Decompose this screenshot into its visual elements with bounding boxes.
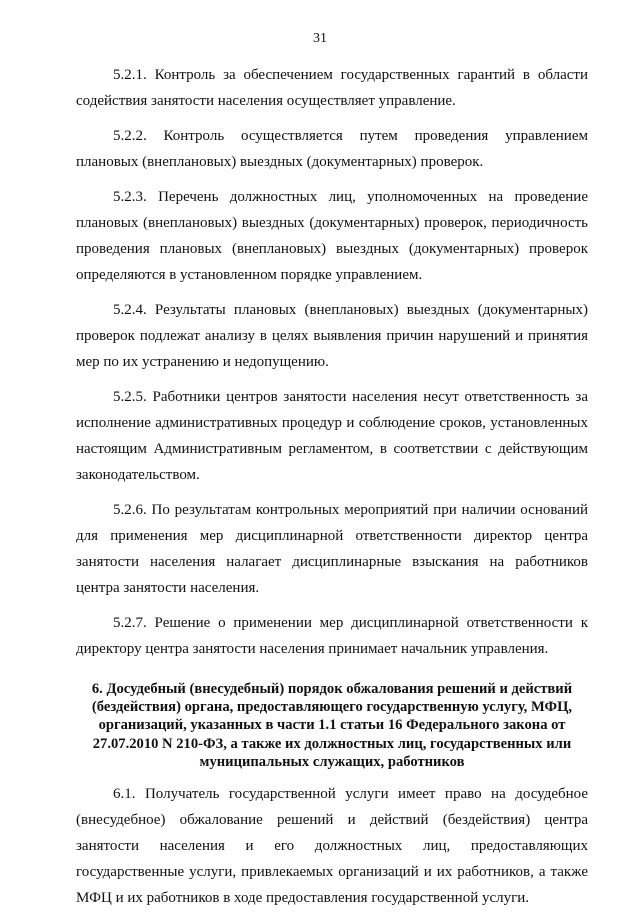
section-heading: 6. Досудебный (внесудебный) порядок обжалования решений и действий (бездействия) органа, предоставляющего государственную услугу, МФЦ, организаций, указанных в части 1.1 статьи 16 Федерального закона от 27.07.2010 N 210-ФЗ, а также их должностных лиц, государственных или муниципальных служащих, работников bbox=[91, 681, 573, 770]
paragraph-5-2-5: 5.2.5. Работники центров занятости населения несут ответственность за исполнение административных процедур и соблюдение сроков, установленных настоящим Административным регламентом, в соответствии с действующим законодательством. bbox=[76, 389, 588, 483]
paragraph-5-2-1: 5.2.1. Контроль за обеспечением государственных гарантий в области содействия занятости населения осуществляет управление. bbox=[76, 67, 588, 109]
paragraph-5-2-7: 5.2.7. Решение о применении мер дисциплинарной ответственности к директору центра занятости населения принимает начальник управления. bbox=[76, 615, 588, 657]
paragraph-5-2-4: 5.2.4. Результаты плановых (внеплановых) выездных (документарных) проверок подлежат анализу в целях выявления причин нарушений и принятия мер по их устранению и недопущению. bbox=[76, 302, 588, 370]
paragraph-5-2-6: 5.2.6. По результатам контрольных мероприятий при наличии оснований для применения мер дисциплинарной ответственности директор центра занятости населения налагает дисциплинарные взыскания на работников центра занятости населения. bbox=[76, 502, 588, 596]
document-body bbox=[76, 62, 588, 920]
page-number: 31 bbox=[313, 31, 327, 46]
paragraph-5-2-2: 5.2.2. Контроль осуществляется путем проведения управлением плановых (внеплановых) выездных (документарных) проверок. bbox=[76, 128, 588, 170]
paragraph-6-1: 6.1. Получатель государственной услуги имеет право на досудебное (внесудебное) обжалование решений и действий (бездействия) центра занятости населения и его должностных лиц, предоставляющих государственные услуги, привлекаемых организаций и их работников, а также МФЦ и их работников в ходе предоставления государственной услуги. bbox=[76, 786, 588, 907]
paragraph-5-2-3: 5.2.3. Перечень должностных лиц, уполномоченных на проведение плановых (внеплановых) выездных (документарных) проверок, периодичность проведения плановых (внеплановых) выездных (документарных) проверок определяются в установленном порядке управлением. bbox=[76, 189, 588, 283]
